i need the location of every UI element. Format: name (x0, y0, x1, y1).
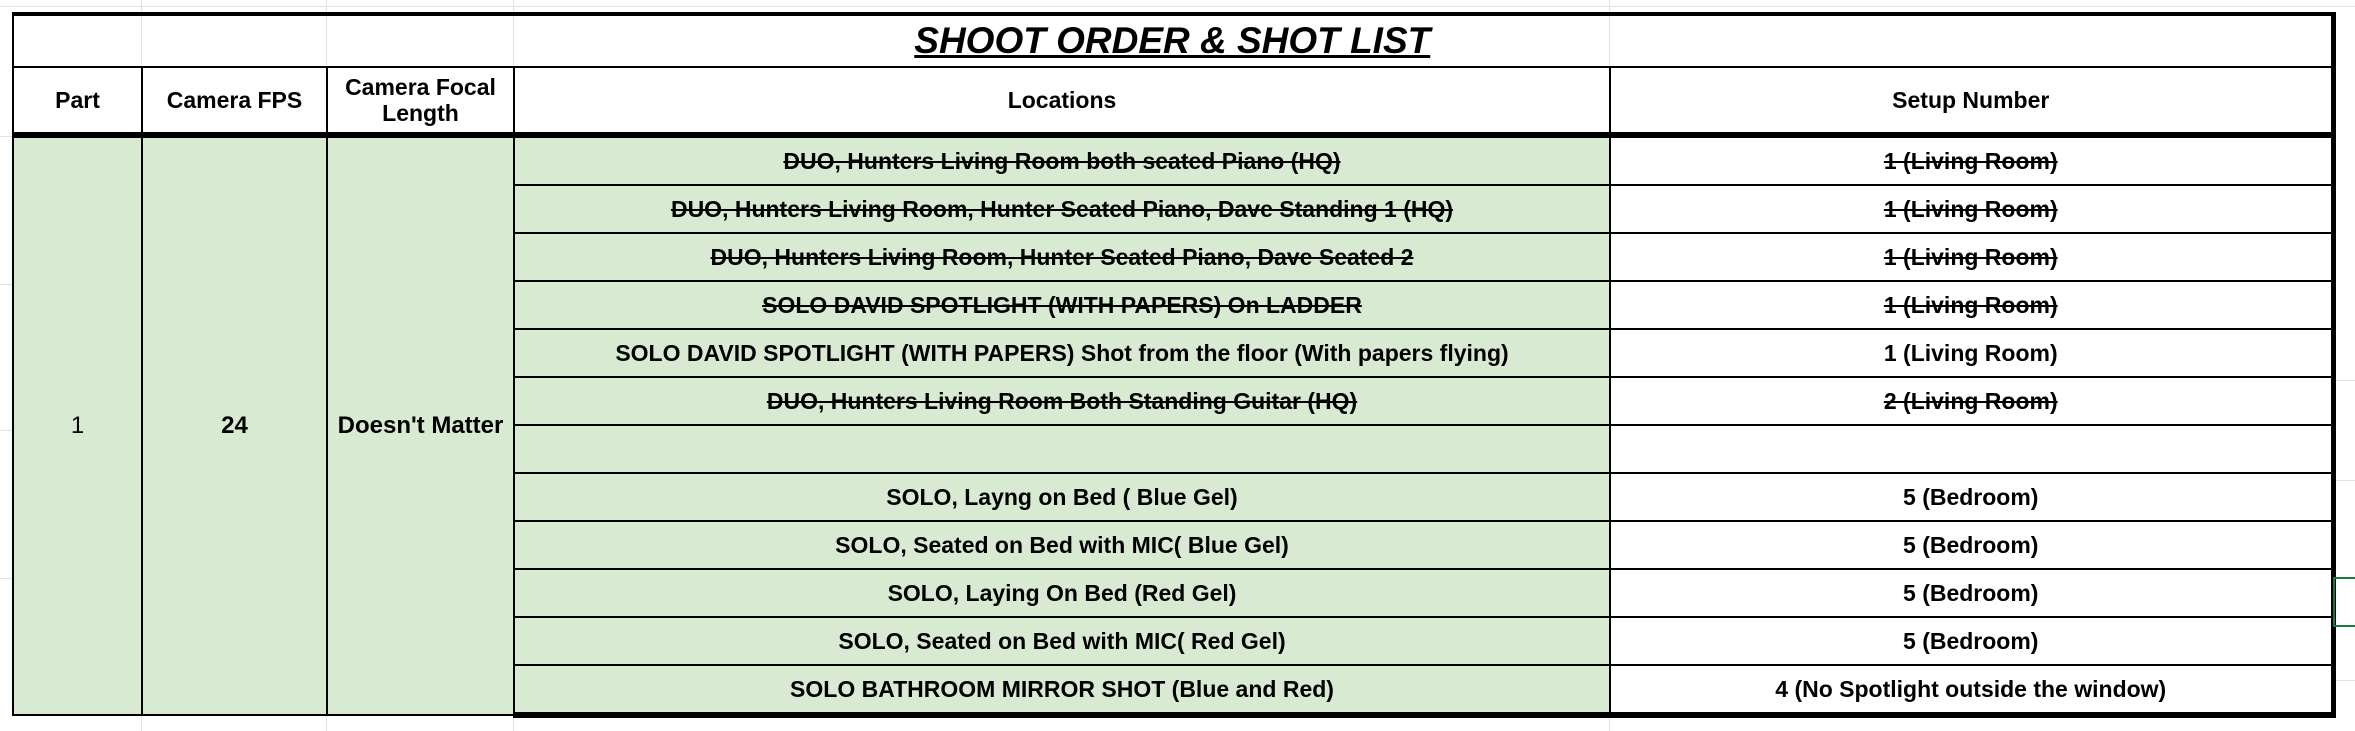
location-cell[interactable] (514, 185, 1610, 233)
setup-number-cell[interactable] (1610, 185, 2333, 233)
setup-number-cell[interactable] (1610, 135, 2333, 185)
header-locations[interactable]: Locations (514, 67, 1610, 135)
location-cell[interactable] (514, 521, 1610, 569)
location-text: DUO, Hunters Living Room both seated Piano (HQ) (783, 147, 1341, 174)
setup-number-text: 4 (No Spotlight outside the window) (1775, 675, 2167, 702)
location-cell[interactable] (514, 665, 1610, 715)
setup-number-text: 5 (Bedroom) (1903, 531, 2039, 558)
header-camera-focal-length[interactable]: Camera Focal Length (327, 67, 514, 135)
setup-number-text: 1 (Living Room) (1883, 291, 2058, 318)
shot-list-table (12, 12, 2336, 718)
location-text: DUO, Hunters Living Room, Hunter Seated Piano, Dave Seated 2 (710, 243, 1414, 270)
setup-number-text: 2 (Living Room) (1883, 387, 2058, 414)
grid-line (2333, 480, 2355, 481)
sheet-title[interactable]: SHOOT ORDER & SHOT LIST (13, 14, 2333, 67)
location-text: SOLO, Laying On Bed (Red Gel) (887, 579, 1237, 606)
setup-number-cell[interactable] (1610, 521, 2333, 569)
grid-line (0, 6, 2355, 7)
location-text: DUO, Hunters Living Room Both Standing Guitar (HQ) (766, 387, 1358, 414)
location-text: SOLO, Layng on Bed ( Blue Gel) (886, 483, 1238, 510)
location-cell[interactable] (514, 425, 1610, 473)
setup-number-cell[interactable] (1610, 281, 2333, 329)
setup-number-cell[interactable] (1610, 425, 2333, 473)
header-part[interactable]: Part (13, 67, 142, 135)
header-row (13, 67, 2333, 135)
location-text: SOLO, Seated on Bed with MIC( Blue Gel) (835, 531, 1289, 558)
setup-number-cell[interactable] (1610, 569, 2333, 617)
grid-line (0, 136, 12, 137)
location-text: DUO, Hunters Living Room, Hunter Seated Piano, Dave Standing 1 (HQ) (670, 195, 1454, 222)
group-camera-fps-cell[interactable]: 24 (142, 135, 327, 715)
location-cell[interactable] (514, 617, 1610, 665)
setup-number-text: 1 (Living Room) (1883, 147, 2058, 174)
grid-line (0, 430, 12, 431)
location-cell[interactable] (514, 233, 1610, 281)
grid-line (2333, 680, 2355, 681)
setup-number-cell[interactable] (1610, 329, 2333, 377)
location-cell[interactable] (514, 473, 1610, 521)
grid-line (0, 284, 12, 285)
setup-number-text: 5 (Bedroom) (1903, 579, 2039, 606)
setup-number-cell[interactable] (1610, 473, 2333, 521)
table-row (13, 135, 2333, 185)
setup-number-text: 1 (Living Room) (1883, 195, 2058, 222)
setup-number-cell[interactable] (1610, 617, 2333, 665)
title-row (13, 14, 2333, 67)
group-part-cell[interactable]: 1 (13, 135, 142, 715)
location-text: SOLO DAVID SPOTLIGHT (WITH PAPERS) On LADDER (762, 291, 1362, 318)
header-camera-fps[interactable]: Camera FPS (142, 67, 327, 135)
setup-number-text: 1 (Living Room) (1883, 339, 2058, 366)
grid-line (2333, 380, 2355, 381)
setup-number-text: 5 (Bedroom) (1903, 627, 2039, 654)
location-text: SOLO DAVID SPOTLIGHT (WITH PAPERS) Shot from the floor (With papers flying) (615, 339, 1509, 366)
location-cell[interactable] (514, 281, 1610, 329)
setup-number-text: 1 (Living Room) (1883, 243, 2058, 270)
grid-line (0, 578, 12, 579)
setup-number-cell[interactable] (1610, 665, 2333, 715)
location-cell[interactable] (514, 569, 1610, 617)
table-body (13, 135, 2333, 715)
setup-number-cell[interactable] (1610, 233, 2333, 281)
location-cell[interactable] (514, 135, 1610, 185)
location-text: SOLO BATHROOM MIRROR SHOT (Blue and Red) (790, 675, 1334, 702)
location-cell[interactable] (514, 377, 1610, 425)
setup-number-text: 5 (Bedroom) (1903, 483, 2039, 510)
setup-number-cell[interactable] (1610, 377, 2333, 425)
cell-selection-indicator (2333, 577, 2355, 627)
location-text: SOLO, Seated on Bed with MIC( Red Gel) (838, 627, 1286, 654)
location-cell[interactable] (514, 329, 1610, 377)
group-focal-length-cell[interactable]: Doesn't Matter (327, 135, 514, 715)
header-setup-number[interactable]: Setup Number (1610, 67, 2333, 135)
